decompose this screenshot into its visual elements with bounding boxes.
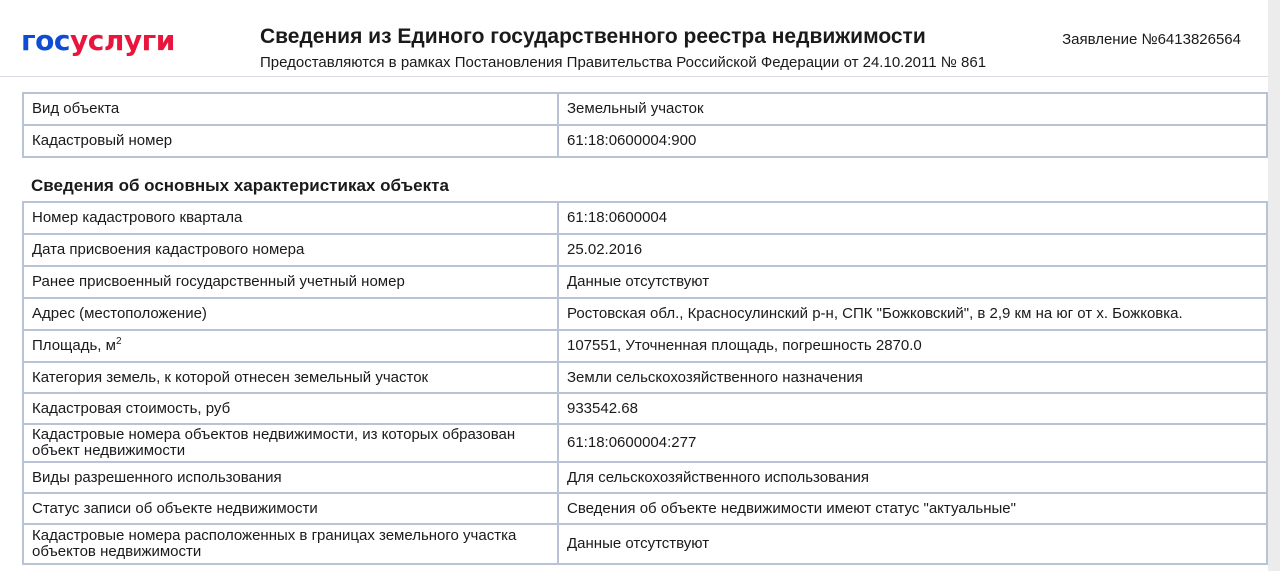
row-label: Кадастровые номера объектов недвижимости, из которых образован объект недвижимости [23, 424, 558, 462]
page-subtitle: Предоставляются в рамках Постановления Правительства Российской Федерации от 24.10.2011 № 861 [260, 54, 987, 71]
table-row [23, 298, 1267, 330]
row-label: Кадастровая стоимость, руб [23, 393, 558, 424]
object-table [22, 92, 1268, 158]
row-value: Для сельскохозяйственного использования [558, 462, 1267, 493]
logo-part-gos: гос [21, 24, 70, 57]
row-label: Кадастровый номер [23, 125, 558, 157]
row-label: Виды разрешенного использования [23, 462, 558, 493]
table-row [23, 234, 1267, 266]
row-label: Вид объекта [23, 93, 558, 125]
row-value: Ростовская обл., Красносулинский р-н, СПК "Божковский", в 2,9 км на юг от х. Божковка. [558, 298, 1267, 330]
characteristics-table [22, 201, 1268, 565]
row-label: Адрес (местоположение) [23, 298, 558, 330]
row-label: Категория земель, к которой отнесен земельный участок [23, 362, 558, 393]
row-label: Кадастровые номера расположенных в границах земельного участка объектов недвижимости [23, 524, 558, 564]
table-row [23, 125, 1267, 157]
row-value: 933542.68 [558, 393, 1267, 424]
row-value: Данные отсутствуют [558, 524, 1267, 564]
area-label-text: Площадь, м [32, 337, 116, 354]
row-label: Ранее присвоенный государственный учетный номер [23, 266, 558, 298]
table-row [23, 524, 1267, 564]
row-value: Земли сельскохозяйственного назначения [558, 362, 1267, 393]
area-unit-superscript: 2 [115, 336, 122, 347]
page-header [0, 0, 1268, 77]
row-value: 107551, Уточненная площадь, погрешность 2870.0 [558, 330, 1267, 362]
table-row [23, 330, 1267, 362]
scrollbar-track[interactable] [1268, 0, 1280, 571]
table-row [23, 202, 1267, 234]
row-label: Статус записи об объекте недвижимости [23, 493, 558, 524]
row-value: 61:18:0600004 [558, 202, 1267, 234]
table-row [23, 424, 1267, 462]
row-value: Данные отсутствуют [558, 266, 1267, 298]
row-value: 61:18:0600004:277 [558, 424, 1267, 462]
row-label: Номер кадастрового квартала [23, 202, 558, 234]
table-row [23, 362, 1267, 393]
table-row [23, 393, 1267, 424]
table-row [23, 462, 1267, 493]
row-label-area [23, 330, 558, 362]
application-number: Заявление №6413826564 [1062, 31, 1241, 48]
table-row [23, 493, 1267, 524]
row-value: 61:18:0600004:900 [558, 125, 1267, 157]
page-title: Сведения из Единого государственного реестра недвижимости [260, 25, 926, 48]
table-row [23, 266, 1267, 298]
row-value: Сведения об объекте недвижимости имеют статус "актуальные" [558, 493, 1267, 524]
logo-part-uslugi: услуги [69, 24, 175, 57]
table-row [23, 93, 1267, 125]
row-label: Дата присвоения кадастрового номера [23, 234, 558, 266]
row-value: 25.02.2016 [558, 234, 1267, 266]
row-value: Земельный участок [558, 93, 1267, 125]
gosuslugi-logo[interactable] [21, 24, 175, 58]
section-title: Сведения об основных характеристиках объекта [31, 176, 449, 195]
